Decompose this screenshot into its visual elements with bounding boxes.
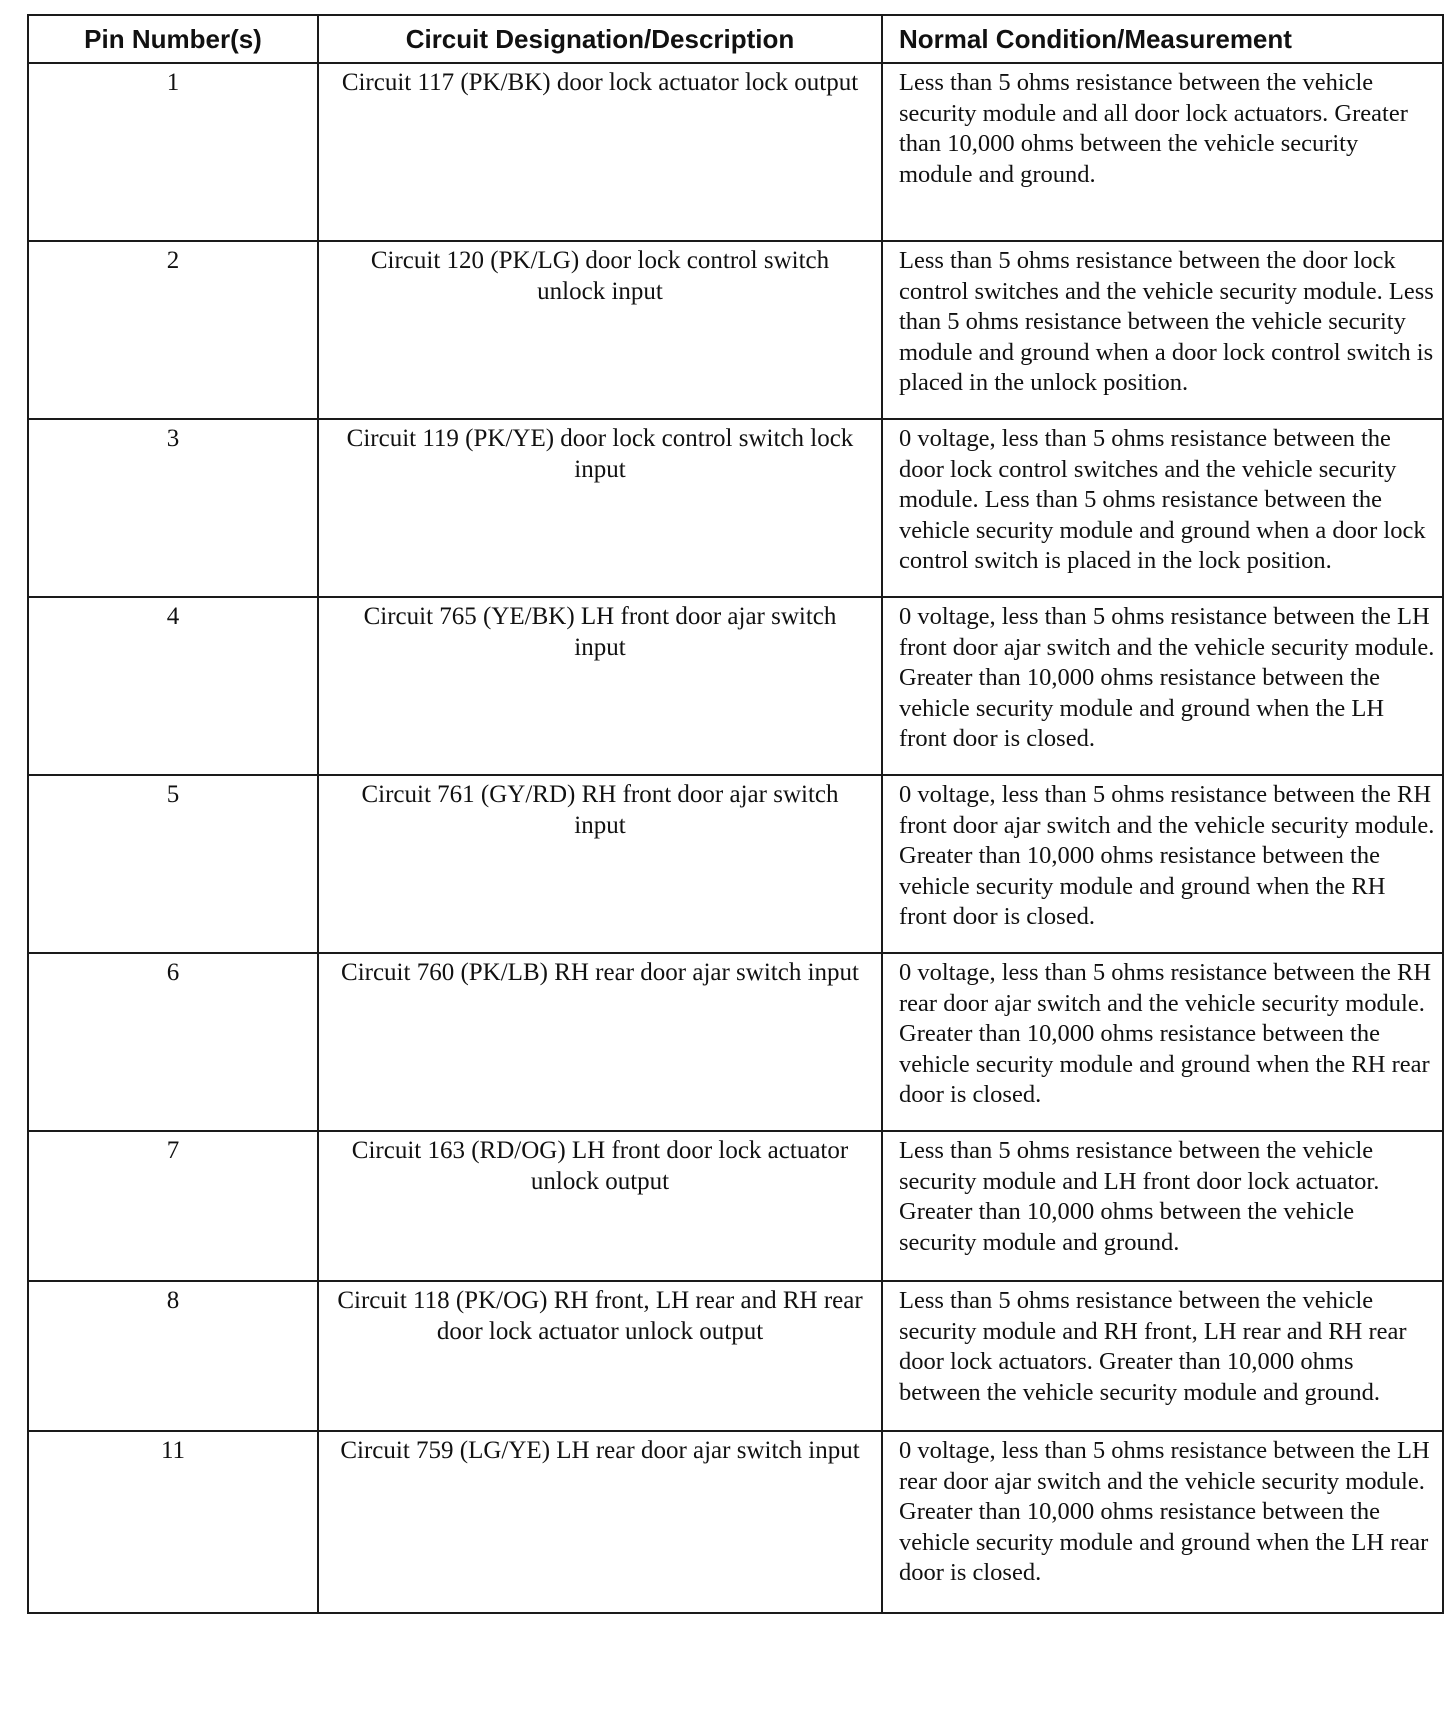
header-circuit-designation: Circuit Designation/Description bbox=[318, 15, 882, 63]
pin-number-cell: 11 bbox=[28, 1431, 318, 1613]
pin-number-cell: 7 bbox=[28, 1131, 318, 1281]
pin-circuit-table bbox=[27, 14, 1444, 1614]
circuit-description-cell: Circuit 761 (GY/RD) RH front door ajar switch input bbox=[318, 775, 882, 953]
pin-number-cell: 6 bbox=[28, 953, 318, 1131]
table-row bbox=[28, 1431, 1443, 1613]
table-header-row bbox=[28, 15, 1443, 63]
condition-cell: Less than 5 ohms resistance between the vehicle security module and all door lock actuators. Greater than 10,000 ohms between the vehicle security module and ground. bbox=[882, 63, 1443, 241]
table-row bbox=[28, 597, 1443, 775]
condition-cell: Less than 5 ohms resistance between the vehicle security module and RH front, LH rear and RH rear door lock actuators. Greater than 10,000 ohms between the vehicle security module and ground. bbox=[882, 1281, 1443, 1431]
condition-cell: 0 voltage, less than 5 ohms resistance between the door lock control switches and the vehicle security module. Less than 5 ohms resistance between the vehicle security module and ground when a door lock control switch is placed in the lock position. bbox=[882, 419, 1443, 597]
condition-cell: 0 voltage, less than 5 ohms resistance between the RH rear door ajar switch and the vehicle security module. Greater than 10,000 ohms resistance between the vehicle security module and ground when the RH rear door is closed. bbox=[882, 953, 1443, 1131]
table-row bbox=[28, 953, 1443, 1131]
circuit-description-cell: Circuit 119 (PK/YE) door lock control switch lock input bbox=[318, 419, 882, 597]
pin-number-cell: 3 bbox=[28, 419, 318, 597]
circuit-description-cell: Circuit 765 (YE/BK) LH front door ajar switch input bbox=[318, 597, 882, 775]
pin-number-cell: 1 bbox=[28, 63, 318, 241]
header-normal-condition: Normal Condition/Measurement bbox=[882, 15, 1443, 63]
condition-cell: 0 voltage, less than 5 ohms resistance between the LH front door ajar switch and the vehicle security module. Greater than 10,000 ohms resistance between the vehicle security module and ground when the LH front door is closed. bbox=[882, 597, 1443, 775]
pin-number-cell: 5 bbox=[28, 775, 318, 953]
condition-cell: 0 voltage, less than 5 ohms resistance between the LH rear door ajar switch and the vehicle security module. Greater than 10,000 ohms resistance between the vehicle security module and ground when the LH rear door is closed. bbox=[882, 1431, 1443, 1613]
pin-number-cell: 2 bbox=[28, 241, 318, 419]
table-row bbox=[28, 63, 1443, 241]
circuit-description-cell: Circuit 760 (PK/LB) RH rear door ajar switch input bbox=[318, 953, 882, 1131]
condition-cell: 0 voltage, less than 5 ohms resistance between the RH front door ajar switch and the vehicle security module. Greater than 10,000 ohms resistance between the vehicle security module and ground when the RH front door is closed. bbox=[882, 775, 1443, 953]
pin-number-cell: 4 bbox=[28, 597, 318, 775]
pin-number-cell: 8 bbox=[28, 1281, 318, 1431]
circuit-description-cell: Circuit 759 (LG/YE) LH rear door ajar switch input bbox=[318, 1431, 882, 1613]
table-row bbox=[28, 1281, 1443, 1431]
circuit-description-cell: Circuit 117 (PK/BK) door lock actuator lock output bbox=[318, 63, 882, 241]
condition-cell: Less than 5 ohms resistance between the vehicle security module and LH front door lock actuator. Greater than 10,000 ohms between the vehicle security module and ground. bbox=[882, 1131, 1443, 1281]
circuit-description-cell: Circuit 163 (RD/OG) LH front door lock actuator unlock output bbox=[318, 1131, 882, 1281]
header-pin-numbers: Pin Number(s) bbox=[28, 15, 318, 63]
table-row bbox=[28, 241, 1443, 419]
circuit-description-cell: Circuit 118 (PK/OG) RH front, LH rear and RH rear door lock actuator unlock output bbox=[318, 1281, 882, 1431]
condition-cell: Less than 5 ohms resistance between the door lock control switches and the vehicle security module. Less than 5 ohms resistance between the vehicle security module and ground when a door lock control switch is placed in the unlock position. bbox=[882, 241, 1443, 419]
table-row bbox=[28, 1131, 1443, 1281]
circuit-description-cell: Circuit 120 (PK/LG) door lock control switch unlock input bbox=[318, 241, 882, 419]
table-row bbox=[28, 775, 1443, 953]
table-row bbox=[28, 419, 1443, 597]
